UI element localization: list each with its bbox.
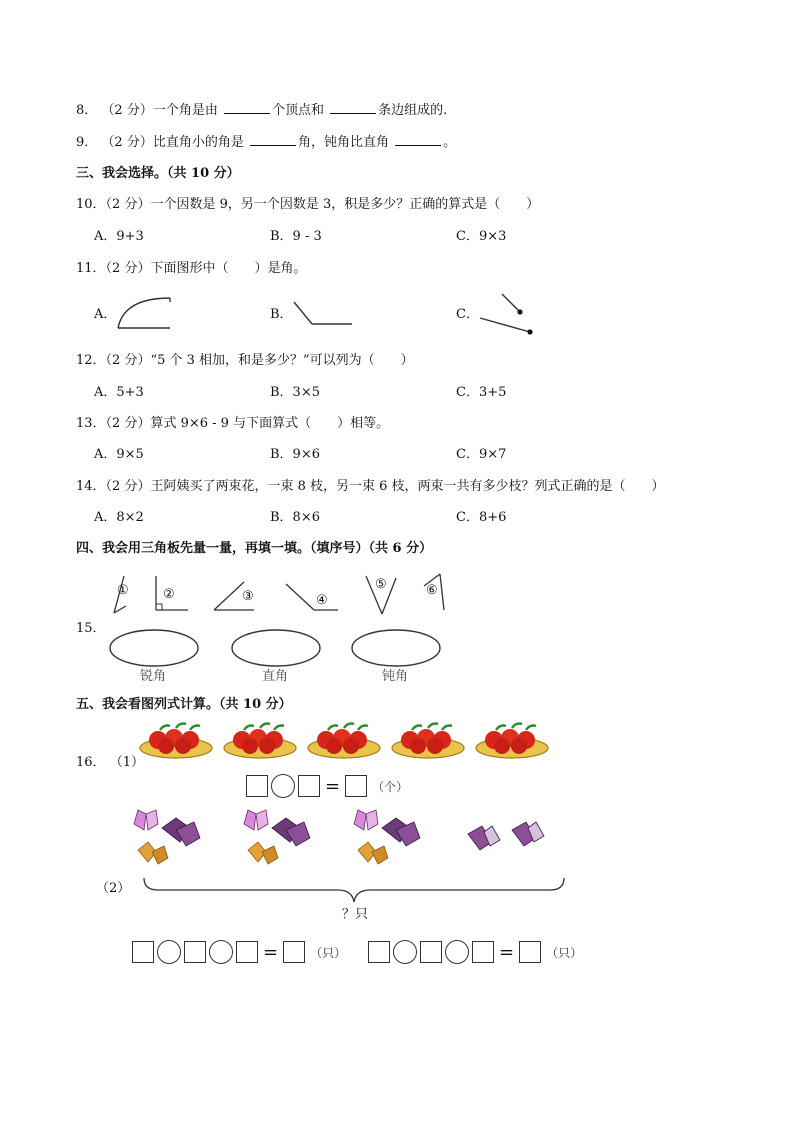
q8-text-1: 一个角是由 <box>152 103 218 118</box>
q11-text: （2 分）下面图形中（ ）是角。 <box>105 261 307 276</box>
q11-option-c[interactable]: C． <box>456 307 479 322</box>
q12-text: （2 分）“5 个 3 相加，和是多少？”可以列为（ ） <box>105 353 414 368</box>
q9-number: 9． <box>76 135 98 150</box>
question-13 <box>76 415 389 433</box>
operator-circle[interactable] <box>157 940 181 964</box>
q8-text-2: 个顶点和 <box>271 103 324 118</box>
answer-box[interactable] <box>420 941 442 963</box>
answer-box[interactable] <box>298 775 320 797</box>
q14-option-c[interactable]: C．8+6 <box>456 510 507 525</box>
q9-text-3: 。 <box>443 135 457 150</box>
q15-mark-6: ⑥ <box>426 583 438 598</box>
question-9 <box>76 133 456 152</box>
q15-oval-label-obtuse: 钝角 <box>382 669 409 684</box>
operator-circle[interactable] <box>209 940 233 964</box>
question-11 <box>76 260 306 278</box>
q13-option-b[interactable]: B．9×6 <box>270 447 320 462</box>
answer-box[interactable] <box>519 941 541 963</box>
operator-circle[interactable] <box>393 940 417 964</box>
answer-box[interactable] <box>345 775 367 797</box>
q15-mark-3: ③ <box>242 589 254 604</box>
q16-number: 16． <box>76 755 106 770</box>
q13-number: 13． <box>76 416 106 431</box>
equals-sign: = <box>325 775 341 797</box>
q10-option-a[interactable]: A．9+3 <box>94 229 144 244</box>
q11-option-b[interactable]: B． <box>270 307 293 322</box>
unit-label: （只） <box>310 945 347 960</box>
answer-box[interactable] <box>184 941 206 963</box>
equals-sign: = <box>263 941 279 963</box>
operator-circle[interactable] <box>271 774 295 798</box>
q11-figure-c <box>478 290 538 338</box>
q12-option-a[interactable]: A．5+3 <box>94 385 144 400</box>
question-16-number <box>76 754 144 772</box>
q11-figure-b <box>290 298 354 328</box>
question-12 <box>76 352 414 370</box>
question-8 <box>76 101 447 120</box>
q15-mark-5: ⑤ <box>375 577 387 592</box>
q8-text-3: 条边组成的. <box>378 103 448 118</box>
answer-box[interactable] <box>246 775 268 797</box>
q15-mark-2: ② <box>163 587 175 602</box>
q9-blank-1[interactable] <box>250 133 296 146</box>
q8-blank-2[interactable] <box>330 101 376 114</box>
q12-option-b[interactable]: B．3×5 <box>270 385 320 400</box>
section-4-heading: 四、我会用三角板先量一量，再填一填。（填序号）（共 6 分） <box>76 541 433 556</box>
section-5-heading: 五、我会看图列式计算。（共 10 分） <box>76 697 292 712</box>
q15-oval-label-right: 直角 <box>262 669 289 684</box>
q13-option-c[interactable]: C．9×7 <box>456 447 507 462</box>
q11-figure-a <box>114 294 174 330</box>
q11-option-a[interactable]: A． <box>94 307 117 322</box>
q8-score: （2 分） <box>101 103 153 118</box>
q16-question-label: ？只 <box>342 907 369 922</box>
q8-blank-1[interactable] <box>224 101 270 114</box>
q8-number: 8． <box>76 103 98 118</box>
q12-number: 12． <box>76 353 106 368</box>
answer-box[interactable] <box>283 941 305 963</box>
q10-option-b[interactable]: B．9 - 3 <box>270 229 322 244</box>
butterflies-illustration <box>128 806 578 916</box>
answer-box[interactable] <box>368 941 390 963</box>
answer-box[interactable] <box>236 941 258 963</box>
q15-mark-4: ④ <box>316 593 328 608</box>
q16-part-2-equation-1 <box>132 940 346 964</box>
q9-text-2: 角，钝角比直角 <box>297 135 389 150</box>
q9-text-1: 比直角小的角是 <box>152 135 244 150</box>
q10-option-c[interactable]: C．9×3 <box>456 229 507 244</box>
q10-number: 10． <box>76 197 106 212</box>
q15-mark-1: ① <box>117 583 129 598</box>
q13-text: （2 分）算式 9×6 - 9 与下面算式（ ）相等。 <box>105 416 390 431</box>
equals-sign: = <box>499 941 515 963</box>
operator-circle[interactable] <box>445 940 469 964</box>
q16-part-2-label: （2） <box>96 881 131 896</box>
q16-part-1-label: （1） <box>109 755 144 770</box>
q11-number: 11． <box>76 261 106 276</box>
answer-box[interactable] <box>472 941 494 963</box>
unit-label: （只） <box>546 945 583 960</box>
q14-number: 14． <box>76 479 106 494</box>
section-3-heading: 三、我会选择。（共 10 分） <box>76 166 240 181</box>
q13-option-a[interactable]: A．9×5 <box>94 447 144 462</box>
question-14 <box>76 478 665 496</box>
apple-plates-illustration <box>138 718 548 766</box>
q15-oval-label-acute: 锐角 <box>140 669 167 684</box>
q14-text: （2 分）王阿姨买了两束花，一束 8 枝，另一束 6 枝，两束一共有多少枝？列式正确的是（ ） <box>105 479 665 494</box>
question-15-number: 15． <box>76 621 106 636</box>
answer-box[interactable] <box>132 941 154 963</box>
q14-option-a[interactable]: A．8×2 <box>94 510 144 525</box>
q16-part-2-equation-2 <box>368 940 582 964</box>
q14-option-b[interactable]: B．8×6 <box>270 510 320 525</box>
q9-score: （2 分） <box>101 135 153 150</box>
question-10 <box>76 196 539 214</box>
q12-option-c[interactable]: C．3+5 <box>456 385 507 400</box>
unit-label: （个） <box>372 779 409 794</box>
q9-blank-2[interactable] <box>395 133 441 146</box>
q10-text: （2 分）一个因数是 9，另一个因数是 3，积是多少？正确的算式是（ ） <box>105 197 540 212</box>
q16-part-1-equation <box>246 774 408 798</box>
